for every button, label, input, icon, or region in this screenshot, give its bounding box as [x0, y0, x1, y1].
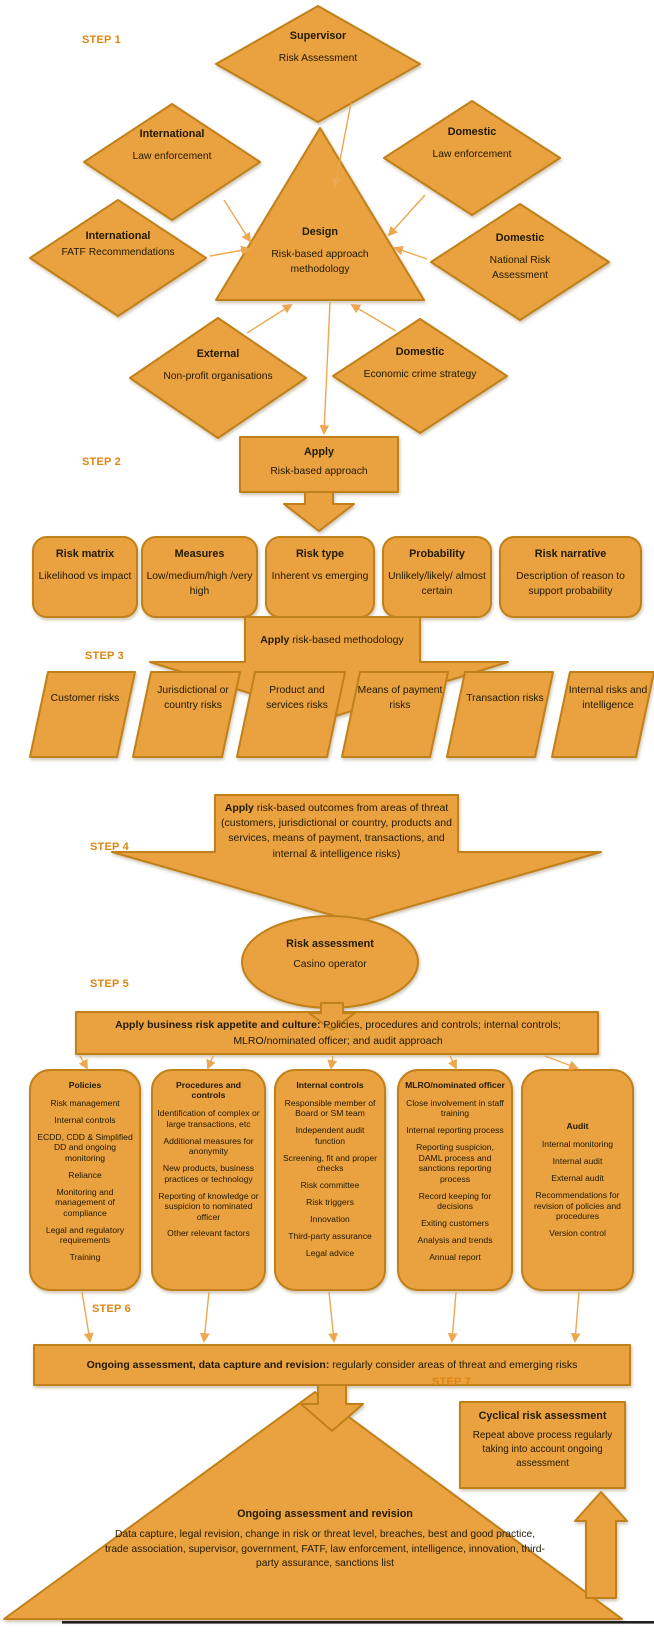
- shape-body: Low/medium/high /very high: [146, 570, 253, 597]
- list-item: ECDD, CDD & Simplified DD and ongoing monitoring: [37, 1131, 133, 1163]
- card-risk-narrative-label: [504, 548, 637, 599]
- column-title: Internal controls: [296, 1080, 364, 1090]
- column-mlro-content: [398, 1070, 512, 1290]
- shape-body: Unlikely/likely/ almost certain: [388, 570, 486, 597]
- cyclical-box-label: [464, 1410, 621, 1471]
- shape-title: Domestic: [447, 126, 497, 138]
- column-title: Audit: [566, 1121, 589, 1132]
- list-item: External audit: [551, 1173, 604, 1184]
- parallelogram-customer-risks: [30, 672, 135, 757]
- step7-label: STEP 7: [432, 1376, 471, 1388]
- connector-arrow: [450, 1056, 456, 1068]
- cyclical-up-arrow: [575, 1492, 627, 1598]
- external-npo-label: [163, 348, 273, 385]
- list-item: Third-party assurance: [288, 1231, 372, 1242]
- parallelogram-label: Product and services risks: [266, 685, 328, 711]
- parallelogram-label: Internal risks and intelligence: [568, 685, 648, 711]
- shape-body: Inherent vs emerging: [271, 570, 369, 582]
- connector-arrow: [224, 200, 250, 241]
- connector-arrow: [352, 305, 396, 331]
- list-item: Other relevant factors: [167, 1228, 250, 1239]
- supervisor-diamond-label: [238, 30, 398, 67]
- list-item: Identification of complex or large transactions, etc: [157, 1108, 260, 1129]
- list-item: Monitoring and management of compliance: [55, 1186, 115, 1218]
- list-item: Close involvement in staff training: [406, 1097, 504, 1119]
- connector-arrow: [452, 1292, 456, 1341]
- list-item: Independent audit function: [295, 1125, 365, 1146]
- label-bold: Ongoing assessment, data capture and revision:: [86, 1359, 330, 1371]
- connector-arrow: [329, 1292, 334, 1341]
- shape-title: Ongoing assessment and revision: [237, 1508, 413, 1520]
- shape-title: Domestic: [395, 346, 445, 358]
- label-bold: Apply: [224, 802, 254, 814]
- shape-title: Cyclical risk assessment: [478, 1410, 607, 1422]
- connector-arrow: [204, 1292, 209, 1341]
- list-item: Annual report: [429, 1252, 481, 1263]
- parallelogram-label: Customer risks: [50, 693, 120, 704]
- list-item: Risk management: [50, 1097, 120, 1108]
- shape-body: Risk Assessment: [278, 52, 358, 64]
- connector-arrow: [324, 302, 330, 433]
- connector-arrow: [80, 1056, 87, 1068]
- column-title: Policies: [68, 1080, 102, 1090]
- list-item: Internal audit: [552, 1156, 603, 1167]
- list-item: Responsible member of Board or SM team: [284, 1097, 376, 1119]
- card-risk-matrix-label: [36, 548, 134, 585]
- bottom-rule: [62, 1621, 654, 1624]
- shape-body: Data capture, legal revision, change in risk or threat level, breaches, best and good practice, trade association, supervisor, government, FATF, law enforcement, intelligence, innovation, third-party assurance, sanctions list: [105, 1528, 545, 1570]
- risk-assessment-oval-label: [255, 938, 405, 973]
- shape-body: Repeat above process regularly taking into account ongoing assessment: [472, 1429, 613, 1470]
- list-item: Training: [69, 1252, 101, 1263]
- domestic-econ-label: [363, 346, 477, 383]
- list-item: Record keeping for decisions: [418, 1190, 492, 1212]
- apply-box-label: [244, 446, 394, 480]
- shape-title: Supervisor: [289, 30, 347, 42]
- shape-body: Description of reason to support probability: [516, 570, 625, 597]
- list-item: Internal controls: [54, 1114, 116, 1125]
- parallelogram-label: Transaction risks: [466, 693, 544, 704]
- card-risk-type-label: [270, 548, 370, 585]
- shape-body: National Risk Assessment: [489, 254, 551, 281]
- parallelogram-transaction-risks: [447, 672, 553, 757]
- connector-arrow: [395, 248, 427, 259]
- shape-title: International: [85, 230, 151, 242]
- list-item: Innovation: [310, 1214, 350, 1225]
- label-rest: risk-based outcomes from areas of threat (customers, jurisdictional or country, products and services, means of payment, transactions, and internal & intelligence risks): [221, 802, 452, 860]
- step6-label: STEP 6: [92, 1303, 131, 1315]
- step4-label: STEP 4: [90, 841, 129, 853]
- shape-title: Risk type: [295, 548, 344, 560]
- shape-body: Economic crime strategy: [363, 368, 477, 380]
- shape-title: Probability: [409, 548, 465, 560]
- list-item: Reporting of knowledge or suspicion to nominated officer: [158, 1190, 259, 1222]
- list-item: Internal monitoring: [541, 1139, 614, 1150]
- list-item: Reliance: [68, 1169, 102, 1180]
- step2-block-arrow: [284, 492, 354, 531]
- step3-label: STEP 3: [85, 650, 124, 662]
- column-policies-content: [30, 1070, 140, 1290]
- domestic-law-label: [402, 126, 542, 163]
- shape-body: Law enforcement: [132, 150, 212, 162]
- list-item: Risk committee: [300, 1180, 360, 1191]
- list-item: Exiting customers: [421, 1218, 489, 1229]
- shape-title: Measures: [174, 548, 225, 560]
- connector-arrow: [389, 195, 425, 235]
- connector-arrow: [247, 305, 291, 333]
- step5-label: STEP 5: [90, 978, 129, 990]
- connector-arrow: [545, 1056, 577, 1068]
- connector-arrow: [575, 1292, 579, 1341]
- step5-banner-label: [84, 1017, 592, 1050]
- shape-title: Risk matrix: [55, 548, 115, 560]
- shape-title: External: [196, 348, 240, 360]
- list-item: Recommendations for revision of policies and procedures: [534, 1190, 621, 1222]
- list-item: Risk triggers: [306, 1197, 354, 1208]
- label-rest: Policies, procedures and controls; internal controls; MLRO/nominated officer; and audit approach: [233, 1019, 561, 1048]
- international-fatf-label: [58, 230, 178, 261]
- label-rest: risk-based methodology: [289, 634, 404, 646]
- column-procedures-content: [152, 1070, 265, 1290]
- label-bold: Apply: [260, 634, 290, 646]
- connector-arrow: [208, 1056, 213, 1068]
- card-probability-label: [387, 548, 487, 599]
- shape-body: Casino operator: [293, 958, 367, 970]
- card-measures-label: [146, 548, 253, 599]
- column-title: Procedures and controls: [176, 1080, 241, 1101]
- connector-arrow: [331, 1056, 333, 1068]
- list-item: Version control: [549, 1228, 606, 1239]
- shape-title: Risk assessment: [286, 938, 374, 950]
- shape-body: Law enforcement: [432, 148, 512, 160]
- list-item: Legal advice: [305, 1248, 355, 1259]
- design-triangle-label: [264, 226, 376, 277]
- list-item: New products, business practices or technology: [162, 1163, 255, 1184]
- list-item: Internal reporting process: [406, 1125, 504, 1136]
- shape-body: Risk-based approach: [270, 465, 368, 477]
- shape-title: Apply: [304, 446, 334, 458]
- list-item: Reporting suspicion, DAML process and sanctions reporting process: [416, 1142, 494, 1184]
- shape-body: Likelihood vs impact: [38, 570, 132, 582]
- step4-arrow-label: [219, 801, 454, 862]
- list-item: Analysis and trends: [417, 1235, 493, 1246]
- shape-body: FATF Recommendations: [61, 246, 175, 258]
- column-title: MLRO/nominated officer: [405, 1080, 505, 1090]
- shape-body: Non-profit organisations: [163, 370, 273, 382]
- domestic-nra-label: [465, 232, 575, 283]
- shape-body: Risk-based approach methodology: [271, 248, 369, 275]
- column-internal-controls-content: [275, 1070, 385, 1290]
- column-audit-content: [522, 1070, 633, 1290]
- list-item: Screening, fit and proper checks: [282, 1152, 378, 1174]
- parallelogram-label: Jurisdictional or country risks: [157, 685, 229, 711]
- step6-banner-label: [40, 1357, 624, 1373]
- international-law-label: [127, 128, 217, 165]
- step3-arrow-label: [244, 633, 420, 648]
- shape-title: International: [139, 128, 205, 140]
- parallelogram-label: Means of payment risks: [357, 685, 443, 711]
- label-bold: Apply business risk appetite and culture:: [115, 1019, 321, 1031]
- label-rest: regularly consider areas of threat and emerging risks: [329, 1359, 578, 1371]
- shape-title: Design: [302, 226, 338, 238]
- shape-title: Domestic: [495, 232, 545, 244]
- step2-label: STEP 2: [82, 456, 121, 468]
- connector-arrow: [82, 1292, 90, 1341]
- ongoing-triangle-label: [105, 1508, 545, 1572]
- list-item: Legal and regulatory requirements: [45, 1224, 125, 1246]
- shape-title: Risk narrative: [534, 548, 607, 560]
- list-item: Additional measures for anonymity: [163, 1135, 254, 1157]
- step1-label: STEP 1: [82, 34, 121, 46]
